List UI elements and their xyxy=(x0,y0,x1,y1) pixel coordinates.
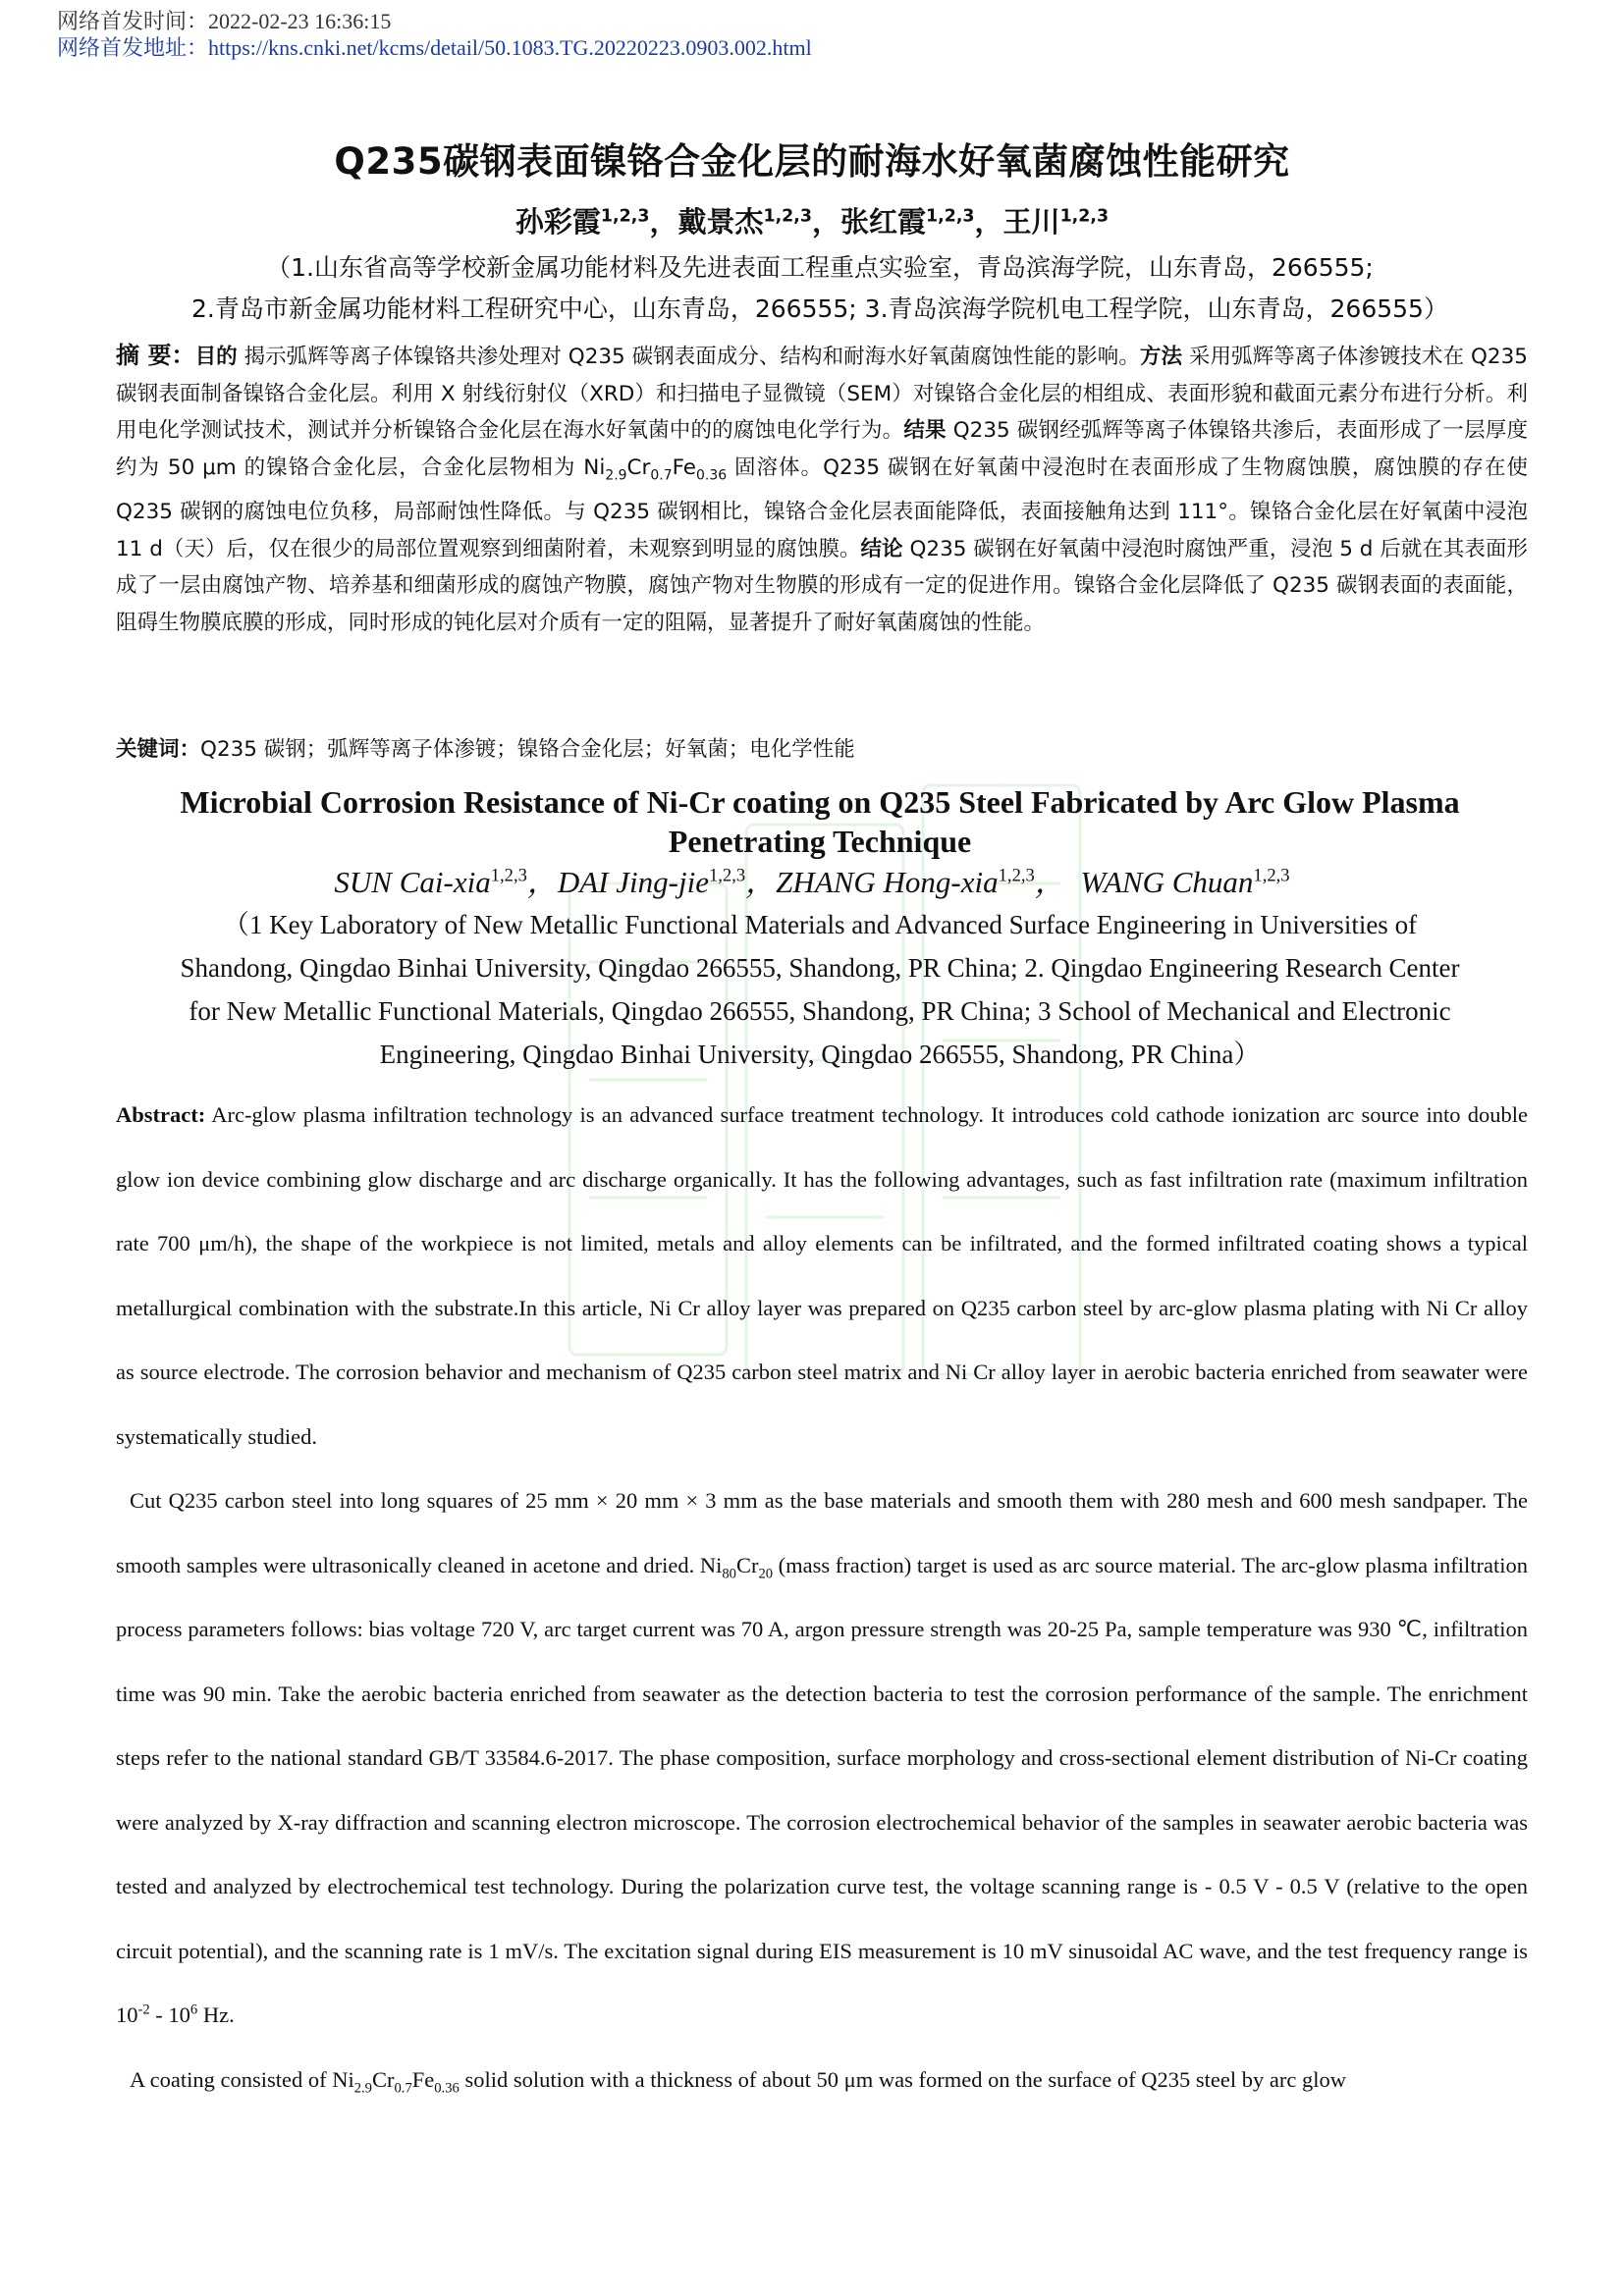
author-cn: 戴景杰 xyxy=(677,205,764,239)
affiliations-en: （1 Key Laboratory of New Metallic Functional Materials and Advanced Surface Engineering in Universities of Shandong, Qingdao Binhai University, Qingdao 266555, Shandong, PR China; 2. Qingdao Engineering Research Center for New Metallic Functional Materials, Qingdao 266555, Shandong, PR China; 3 School of Mechanical and Electronic Engineering, Qingdao Binhai University, Qingdao 266555, Shandong, PR China） xyxy=(180,910,1460,1069)
abstract-en-paragraph: Abstract: Arc-glow plasma infiltration technology is an advanced surface treatment technology. It introduces cold cathode ionization arc source into double glow ion device combining glow discharge and arc discharge organically. It has the following advantages, such as fast infiltration rate (maximum infiltration rate 700 μm/h), the shape of the workpiece is not limited, metals and alloy elements can be infiltrated, and the formed infiltrated coating shows a typical metallurgical combination with the substrate.In this article, Ni Cr alloy layer was prepared on Q235 carbon steel by arc-glow plasma plating with Ni Cr alloy as source electrode. The corrosion behavior and mechanism of Q235 carbon steel matrix and Ni Cr alloy layer in aerobic bacteria enriched from seawater were systematically studied. xyxy=(116,1102,1528,1449)
abstract-cn: 摘 要：目的 揭示弧辉等离子体镍铬共渗处理对 Q235 碳钢表面成分、结构和耐海水好氧菌腐蚀性能的影响。方法 采用弧辉等离子体渗镀技术在 Q235 碳钢表面制备镍铬合金化层。利用 X 射线衍射仪（XRD）和扫描电子显微镜（SEM）对镍铬合金化层的相组成、表面形貌和截面元素分布进行分析。利用电化学测试技术，测试并分析镍铬合金化层在海水好氧菌中的的腐蚀电化学行为。结果 Q235 碳钢经弧辉等离子体镍铬共渗后，表面形成了一层厚度约为 50 μm 的镍铬合金化层，合金化层物相为 $Ni_{2.9}Cr_{0.7}Fe_{0.36}$ 固溶体。Q235 碳钢在好氧菌中浸泡时在表面形成了生物腐蚀膜，腐蚀膜的存在使 Q235 碳钢的腐蚀电位负移，局部耐蚀性降低。与 Q235 碳钢相比，镍铬合金化层表面能降低，表面接触角达到 111°。镍铬合金化层在好氧菌中浸泡 11 d（天）后，仅在很少的局部位置观察到细菌附着，未观察到明显的腐蚀膜。结论 Q235 碳钢在好氧菌中浸泡时腐蚀严重，浸泡 5 d 后就在其表面形成了一层由腐蚀产物、培养基和细菌形成的腐蚀产物膜，腐蚀产物对生物膜的形成有一定的促进作用。镍铬合金化层降低了 Q235 碳钢表面的表面能，阻碍生物膜底膜的形成，同时形成的钝化层对介质有一定的阻隔，显著提升了耐好氧菌腐蚀的性能。 xyxy=(116,342,1528,635)
keywords-cn: 关键词：Q235 碳钢；弧辉等离子体渗镀；镍铬合金化层；好氧菌；电化学性能 xyxy=(116,737,855,762)
paper-title-en: Microbial Corrosion Resistance of Ni-Cr coating on Q235 Steel Fabricated by Arc Glow Plasma Penetrating Technique xyxy=(180,784,1460,859)
author-en: SUN Cai-xia xyxy=(334,865,491,899)
first-pub-url-row: 网络首发地址：https://kns.cnki.net/kcms/detail/50.1083.TG.20220223.0903.002.html xyxy=(57,35,812,60)
author-list-en: SUN Cai-xia$^{1,2,3}$，DAI Jing-jie$^{1,2,3}$，ZHANG Hong-xia$^{1,2,3}$， WANG Chuan$^{1,2,3}$ xyxy=(334,865,1290,899)
first-pub-url-link[interactable]: https://kns.cnki.net/kcms/detail/50.1083.TG.20220223.0903.002.html xyxy=(208,35,812,60)
author-cn: 王川 xyxy=(1002,205,1060,239)
author-cn: 孙彩霞 xyxy=(514,205,601,239)
abstract-en-paragraph: Cut Q235 carbon steel into long squares of 25 mm × 20 mm × 3 mm as the base materials and smooth them with 280 mesh and 600 mesh sandpaper. The smooth samples were ultrasonically cleaned in acetone and dried. $Ni_{80}Cr_{20}$ (mass fraction) target is used as arc source material. The arc-glow plasma infiltration process parameters follows: bias voltage 720 V, arc target current was 70 A, argon pressure strength was 20-25 Pa, sample temperature was 930 ℃, infiltration time was 90 min. Take the aerobic bacteria enriched from seawater as the detection bacteria to test the corrosion performance of the sample. The enrichment steps refer to the national standard GB/T 33584.6-2017. The phase composition, surface morphology and cross-sectional element distribution of Ni-Cr coating were analyzed by X-ray diffraction and scanning electron microscope. The corrosion electrochemical behavior of the samples in seawater aerobic bacteria was tested and analyzed by electrochemical test technology. During the polarization curve test, the voltage scanning range is - 0.5 V - 0.5 V (relative to the open circuit potential), and the scanning rate is 1 mV/s. The excitation signal during EIS measurement is 10 mV sinusoidal AC wave, and the test frequency range is $10^{-2} - 10^6$ Hz. xyxy=(116,1488,1528,2027)
paper-title-cn: Q235碳钢表面镍铬合金化层的耐海水好氧菌腐蚀性能研究 xyxy=(334,140,1290,183)
abstract-cn-label: 摘 要： xyxy=(116,342,195,369)
author-en: ZHANG Hong-xia xyxy=(776,865,999,899)
abstract-en-label: Abstract: xyxy=(116,1102,206,1127)
abstract-en xyxy=(116,1083,1528,2111)
abstract-en-paragraph: A coating consisted of $Ni_{2.9}Cr_{0.7}Fe_{0.36}$ solid solution with a thickness of about 50 μm was formed on the surface of Q235 steel by arc glow xyxy=(130,2066,1346,2096)
affiliations-cn: （1.山东省高等学校新金属功能材料及先进表面工程重点实验室，青岛滨海学院，山东青岛，266555; 2.青岛市新金属功能材料工程研究中心，山东青岛，266555; 3.青岛滨海学院机电工程学院，山东青岛，266555） xyxy=(191,253,1448,323)
first-pub-time: 网络首发时间：2022-02-23 16:36:15 xyxy=(57,9,392,33)
author-en: DAI Jing-jie xyxy=(557,865,709,899)
author-en: WANG Chuan xyxy=(1080,865,1254,899)
author-list-cn: 孙彩霞$^{1,2,3}$，戴景杰$^{1,2,3}$，张红霞$^{1,2,3}$，王川$^{1,2,3}$ xyxy=(514,205,1110,239)
author-cn: 张红霞 xyxy=(840,205,927,239)
publication-meta xyxy=(57,8,812,61)
